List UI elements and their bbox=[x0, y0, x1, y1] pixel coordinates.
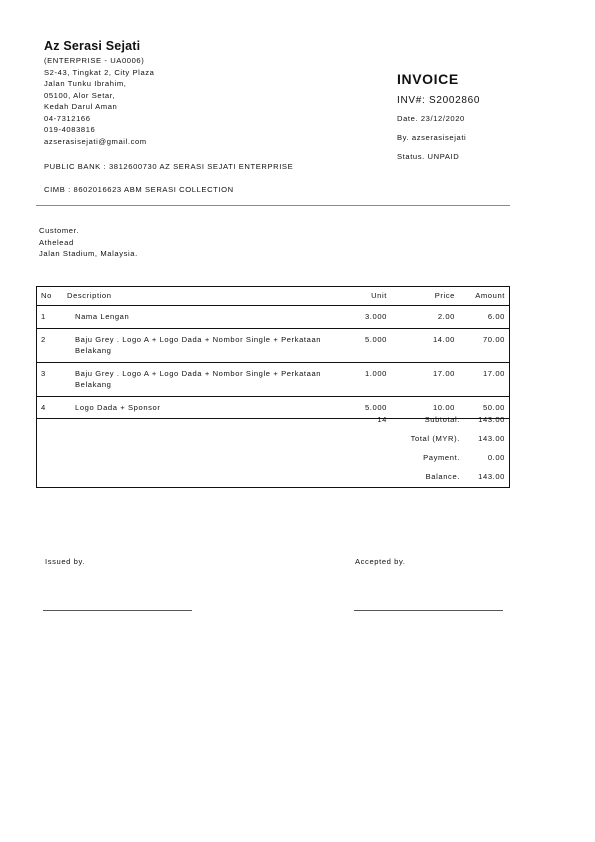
customer-label: Customer. bbox=[39, 226, 80, 235]
items-table bbox=[36, 286, 510, 419]
company-address-line: Jalan Tunku Ibrahim, bbox=[44, 79, 127, 88]
balance-value: 143.00 bbox=[478, 472, 505, 481]
total-value: 143.00 bbox=[478, 434, 505, 443]
payment-label: Payment. bbox=[423, 453, 460, 462]
header-no: No bbox=[37, 287, 68, 306]
total-label: Total (MYR). bbox=[410, 434, 460, 443]
subtotal-label: Subtotal. bbox=[424, 415, 460, 424]
row-description: Baju Grey . Logo A + Logo Dada + Nombor Single + Perkataan Belakang bbox=[75, 334, 322, 355]
customer-address: Jalan Stadium, Malaysia. bbox=[39, 249, 138, 258]
row-price: 17.00 bbox=[395, 362, 461, 396]
invoice-date: Date. 23/12/2020 bbox=[397, 114, 465, 123]
totals-box bbox=[36, 409, 510, 488]
table-row bbox=[37, 362, 510, 396]
row-amount: 50.00 bbox=[461, 396, 510, 419]
row-no: 3 bbox=[37, 362, 68, 396]
accepted-by-signature-line bbox=[354, 610, 503, 611]
row-no: 2 bbox=[37, 328, 68, 362]
header-divider bbox=[36, 205, 510, 206]
row-description: Nama Lengan bbox=[75, 312, 130, 321]
header-price: Price bbox=[395, 287, 461, 306]
company-address-line: S2-43, Tingkat 2, City Plaza bbox=[44, 67, 155, 77]
subtotal-value: 143.00 bbox=[478, 415, 505, 424]
cimb-account: CIMB : 8602016623 ABM SERASI COLLECTION bbox=[44, 185, 234, 194]
row-description: Baju Grey . Logo A + Logo Dada + Nombor Single + Perkataan Belakang bbox=[75, 368, 322, 389]
company-email: azserasisejati@gmail.com bbox=[44, 136, 147, 146]
issued-by-signature-line bbox=[43, 610, 192, 611]
company-address-line: 05100, Alor Setar, bbox=[44, 90, 116, 100]
total-units: 14 bbox=[377, 415, 387, 424]
row-amount: 6.00 bbox=[461, 306, 510, 329]
row-amount: 70.00 bbox=[461, 328, 510, 362]
header-unit: Unit bbox=[327, 287, 395, 306]
header-amount: Amount bbox=[461, 287, 510, 306]
customer-block bbox=[39, 225, 138, 260]
invoice-number: INV#: S2002860 bbox=[397, 95, 481, 106]
row-unit: 5.000 bbox=[327, 396, 395, 419]
header-description: Description bbox=[67, 287, 327, 306]
table-row bbox=[37, 306, 510, 329]
customer-name: Athelead bbox=[39, 237, 74, 247]
row-unit: 5.000 bbox=[327, 328, 395, 362]
row-price: 14.00 bbox=[395, 328, 461, 362]
accepted-by-label: Accepted by. bbox=[355, 557, 406, 566]
balance-label: Balance. bbox=[425, 472, 460, 481]
invoice-status: Status. UNPAID bbox=[397, 152, 460, 161]
row-unit: 3.000 bbox=[327, 306, 395, 329]
issued-by-label: Issued by. bbox=[45, 557, 86, 566]
row-amount: 17.00 bbox=[461, 362, 510, 396]
company-registration: (ENTERPRISE - UA0006) bbox=[44, 56, 145, 65]
row-unit: 1.000 bbox=[327, 362, 395, 396]
payment-value: 0.00 bbox=[487, 453, 505, 462]
row-price: 10.00 bbox=[395, 396, 461, 419]
row-price: 2.00 bbox=[395, 306, 461, 329]
company-mobile: 019-4083816 bbox=[44, 125, 96, 134]
table-row bbox=[37, 328, 510, 362]
row-description: Logo Dada + Sponsor bbox=[75, 402, 161, 412]
public-bank-account: PUBLIC BANK : 3812600730 AZ SERASI SEJATI ENTERPRISE bbox=[44, 162, 294, 171]
company-phone: 04-7312166 bbox=[44, 113, 91, 123]
row-no: 1 bbox=[37, 306, 68, 329]
company-address-block bbox=[44, 55, 155, 147]
row-no: 4 bbox=[37, 396, 68, 419]
invoice-by: By. azserasisejati bbox=[397, 133, 467, 142]
invoice-title: INVOICE bbox=[397, 71, 459, 87]
company-name: Az Serasi Sejati bbox=[44, 39, 141, 53]
company-address-line: Kedah Darul Aman bbox=[44, 102, 118, 111]
table-header-row bbox=[37, 287, 510, 306]
